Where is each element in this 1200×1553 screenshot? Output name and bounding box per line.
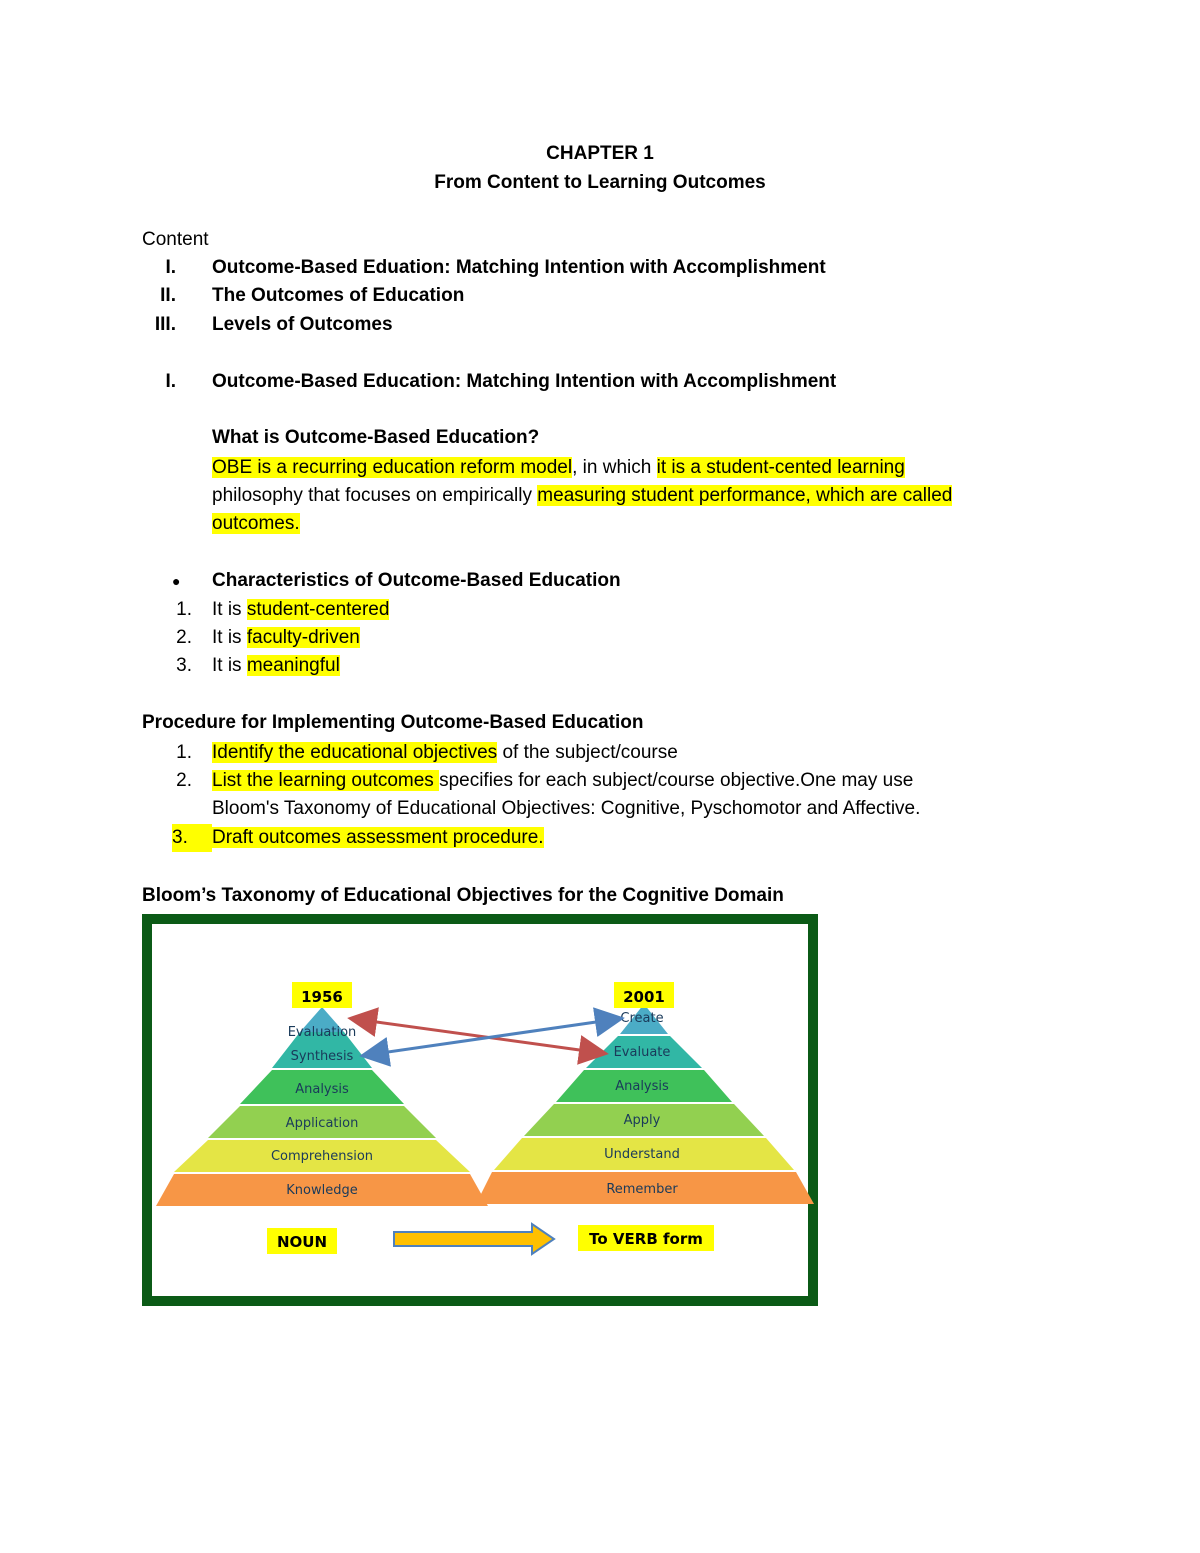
list-highlight: List the learning outcomes xyxy=(212,770,440,791)
contents-text: Outcome-Based Eduation: Matching Intention with Accomplishment xyxy=(212,257,826,278)
noun-label: NOUN xyxy=(276,1233,328,1251)
contents-numeral: II. xyxy=(160,285,176,306)
level-label: Create xyxy=(620,1011,664,1026)
procedure-heading: Procedure for Implementing Outcome-Based Education xyxy=(142,712,644,733)
definition-line-3 xyxy=(212,510,300,538)
list-text: It is xyxy=(212,627,247,648)
contents-text: The Outcomes of Education xyxy=(212,285,465,306)
obe-question: What is Outcome-Based Education? xyxy=(212,427,540,448)
definition-highlight: measuring student performance, which are called xyxy=(537,485,953,506)
figure-heading: Bloom’s Taxonomy of Educational Objectives for the Cognitive Domain xyxy=(142,885,784,906)
list-number: 3. xyxy=(176,655,192,676)
definition-line-2 xyxy=(212,482,952,510)
list-highlight: faculty-driven xyxy=(246,627,360,648)
list-number: 3. xyxy=(172,827,188,848)
definition-highlight: OBE is a recurring education reform model xyxy=(212,457,573,478)
list-text: It is xyxy=(212,599,247,620)
level-label: Knowledge xyxy=(286,1183,358,1198)
list-highlight: Draft outcomes assessment procedure. xyxy=(212,827,544,848)
list-highlight: Identify the educational objectives xyxy=(212,742,498,763)
list-number: 2. xyxy=(176,627,192,648)
level-label: Analysis xyxy=(615,1079,669,1094)
level-label: Synthesis xyxy=(290,1049,354,1064)
list-number: 1. xyxy=(176,599,192,620)
bullet-icon: ● xyxy=(172,573,181,589)
bloom-taxonomy-figure xyxy=(142,914,818,1306)
year-label: 1956 xyxy=(301,988,343,1006)
level-label: Evaluate xyxy=(613,1045,671,1060)
level-label: Comprehension xyxy=(270,1149,374,1164)
list-highlight: student-centered xyxy=(246,599,390,620)
level-label: Analysis xyxy=(295,1082,349,1097)
list-number: 2. xyxy=(176,770,192,791)
section-numeral: I. xyxy=(165,371,176,392)
contents-numeral: III. xyxy=(154,314,176,335)
level-label: Remember xyxy=(606,1182,678,1197)
level-label: Apply xyxy=(623,1113,661,1128)
characteristics-heading-text: Characteristics of Outcome-Based Education xyxy=(212,570,621,591)
definition-highlight: it is a student-cented learning xyxy=(656,457,905,478)
list-text: of the subject/course xyxy=(497,742,678,763)
level-label: Application xyxy=(285,1116,359,1131)
contents-text: Levels of Outcomes xyxy=(212,314,393,335)
level-label: Evaluation xyxy=(287,1025,357,1040)
procedure-item-continuation: Bloom's Taxonomy of Educational Objectives: Cognitive, Pyschomotor and Affective. xyxy=(212,798,921,819)
section-heading-text: Outcome-Based Education: Matching Intention with Accomplishment xyxy=(212,371,837,392)
definition-highlight: outcomes. xyxy=(212,513,300,534)
definition-text: , in which xyxy=(572,457,657,478)
definition-line-1 xyxy=(212,454,905,482)
verb-label: To VERB form xyxy=(589,1230,703,1248)
level-label: Understand xyxy=(604,1147,680,1162)
contents-label: Content xyxy=(142,229,209,250)
list-number: 1. xyxy=(176,742,192,763)
list-text: It is xyxy=(212,655,247,676)
chapter-title: From Content to Learning Outcomes xyxy=(434,172,766,193)
definition-text: philosophy that focuses on empirically xyxy=(212,485,538,506)
chapter-number: CHAPTER 1 xyxy=(546,143,654,164)
year-label: 2001 xyxy=(623,988,665,1006)
contents-numeral: I. xyxy=(165,257,176,278)
list-text: specifies for each subject/course objective.One may use xyxy=(439,770,914,791)
list-highlight: meaningful xyxy=(246,655,340,676)
